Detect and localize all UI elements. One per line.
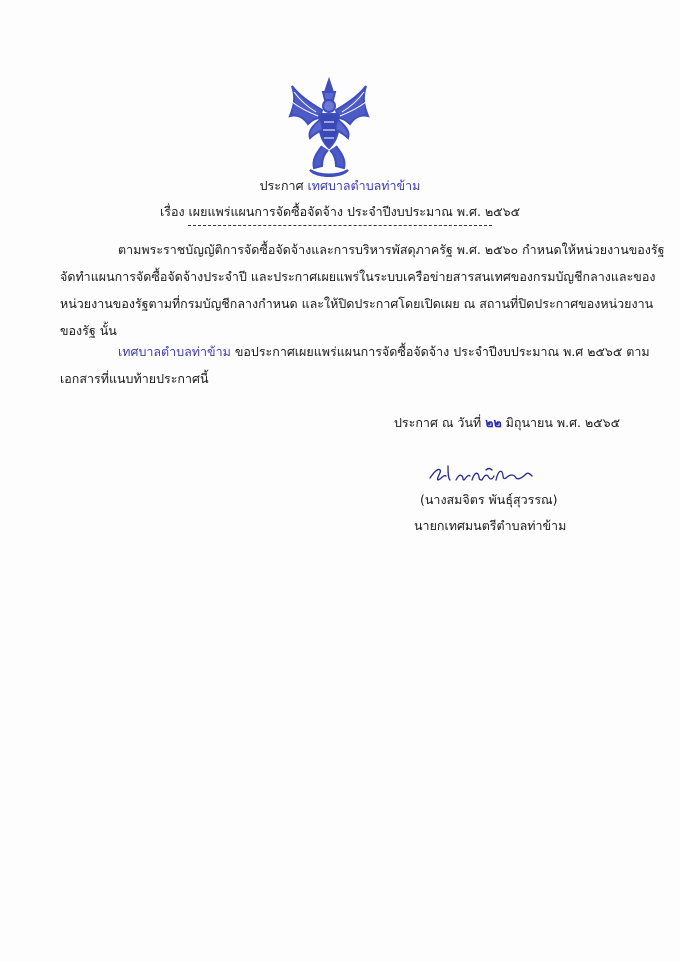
signer-position: นายกเทศมนตรีตำบลท่าข้าม <box>414 518 567 533</box>
paragraph-2-line <box>60 338 650 365</box>
paragraph-2-org: เทศบาลตำบลท่าข้าม <box>118 344 231 359</box>
announcement-title <box>0 176 680 196</box>
signer-name: (นางสมจิตร พันธุ์สุวรรณ) <box>420 492 558 507</box>
paragraph-1-line: หน่วยงานของรัฐตามที่กรมบัญชีกลางกำหนด และให้ปิดประกาศโดยเปิดเผย ณ สถานที่ปิดประกาศของหน่วยงาน <box>60 296 654 311</box>
paragraph-1 <box>60 236 665 344</box>
handwritten-signature <box>426 458 536 486</box>
title-prefix: ประกาศ <box>259 178 304 193</box>
garuda-emblem-icon <box>286 76 372 180</box>
paragraph-1-line: ของรัฐ นั้น <box>60 323 117 338</box>
paragraph-1-line: ตามพระราชบัญญัติการจัดซื้อจัดจ้างและการบริหารพัสดุภาครัฐ พ.ศ. ๒๕๖๐ กำหนดให้หน่วยงานของรัฐ <box>118 242 665 257</box>
paragraph-2 <box>60 338 650 392</box>
date-rest: มิถุนายน พ.ศ. ๒๕๖๕ <box>501 415 621 430</box>
paragraph-2-line: เอกสารที่แนบท้ายประกาศนี้ <box>60 371 209 386</box>
announcement-subject: เรื่อง เผยแพร่แผนการจัดซื้อจัดจ้าง ประจำปีงบประมาณ พ.ศ. ๒๕๖๕ <box>159 204 521 219</box>
paragraph-1-line: จัดทำแผนการจัดซื้อจัดจ้างประจำปี และประกาศเผยแพร่ในระบบเครือข่ายสารสนเทศของกรมบัญชีกลางและของ <box>60 269 656 284</box>
dashed-divider <box>188 225 492 226</box>
date-day: ๒๒ <box>485 415 502 430</box>
date-prefix: ประกาศ ณ วันที่ <box>394 415 486 430</box>
paragraph-2-line1-rest: ขอประกาศเผยแพร่แผนการจัดซื้อจัดจ้าง ประจำปีงบประมาณ พ.ศ ๒๕๖๕ ตาม <box>230 344 650 359</box>
title-org: เทศบาลตำบลท่าข้าม <box>307 178 421 193</box>
announcement-date <box>394 413 620 433</box>
